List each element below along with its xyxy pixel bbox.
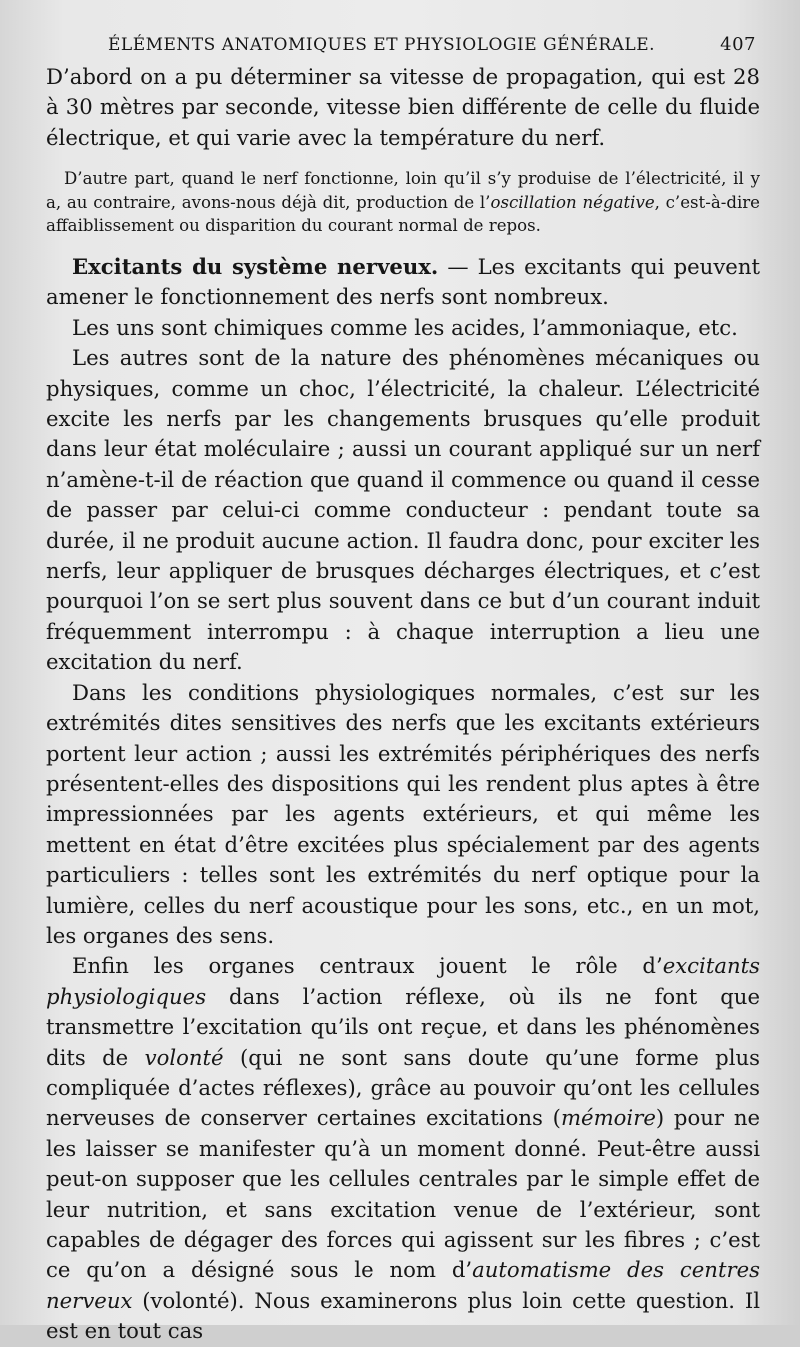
paragraph-physical-excitants: Les autres sont de la nature des phénomènes mécaniques ou physiques, comme un choc, l’électricité, la chaleur. L’électricité excite les nerfs par les changements brusques qu’elle produit dans leur état moléculaire ; aussi un courant appliqué sur un nerf n’amène-t-il de réaction que quand il commence ou quand il cesse de passer par celui-ci comme conducteur : pendant toute sa durée, il ne produit aucune action. Il faudra donc, pour exciter les nerfs, leur appliquer de brusques décharges électriques, et c’est pourquoi l’on se sert plus souvent dans ce but d’un courant induit fréquemment interrompu : à chaque interruption a lieu une excitation du nerf. [46,345,760,675]
paragraph-sensitive-extremities: Dans les conditions physiologiques normales, c’est sur les extrémités dites sensitives des nerfs que les excitants extérieurs portent leur action ; aussi les extrémités périphériques des nerfs présentent-elles des dispositions qui les rendent plus aptes à être impressionnées par les agents extérieurs, et qui même les mettent en état d’être excitées plus spécialement par des agents particuliers : telles sont les extrémités du nerf optique pour la lumière, celles du nerf acoustique pour les sons, etc., en un mot, les organes des sens. [46,679,760,948]
paragraph-central-organs: Enfin les organes centraux jouent le rôle d’excitants physiologiques dans l’action réflexe, où ils ne font que transmettre l’excitation qu’ils ont reçue, et dans les phénomènes dits de volonté (qui ne sont sans doute qu’une forme plus compliquée d’actes réflexes), grâce au pouvoir qu’ont les cellules nerveuses de conserver certaines excitations (mémoire) pour ne les laisser se manifester qu’à un moment donné. Peut-être aussi peut-on supposer que les cellules centrales par le simple effet de leur nutrition, et sans excitation venue de l’extérieur, sont capables de dégager des forces qui agissent sur les fibres ; c’est ce qu’on a désigné sous le nom d’automatisme des centres nerveux (volonté). Nous examinerons plus loin cette question. Il est en tout cas [46,953,761,1344]
section-heading: Excitants du système nerveux. [72,254,439,279]
paragraph-excitants-heading: Excitants du système nerveux. — Les excitants qui peuvent amener le fonctionnement des nerfs sont nombreux. [46,254,760,310]
paragraph-chemical-excitants: Les uns sont chimiques comme les acides, l’ammoniaque, etc. [72,314,738,340]
note-negative-oscillation: D’autre part, quand le nerf fonctionne, loin qu’il s’y produise de l’électricité, il y a, au contraire, avons-nous déjà dit, production de l’oscillation négative, c’est-à-dire affaiblissement ou disparition du courant normal de repos. [46,169,760,236]
paragraph-propagation-speed: D’abord on a pu déterminer sa vitesse de propagation, qui est 28 à 30 mètres par seconde, vitesse bien différente de celle du fluide électrique, et qui varie avec la température du nerf. [46,64,760,150]
running-title: ÉLÉMENTS ANATOMIQUES ET PHYSIOLOGIE GÉNÉRALE. [108,35,656,55]
running-header [46,34,760,62]
page-number: 407 [720,34,756,55]
